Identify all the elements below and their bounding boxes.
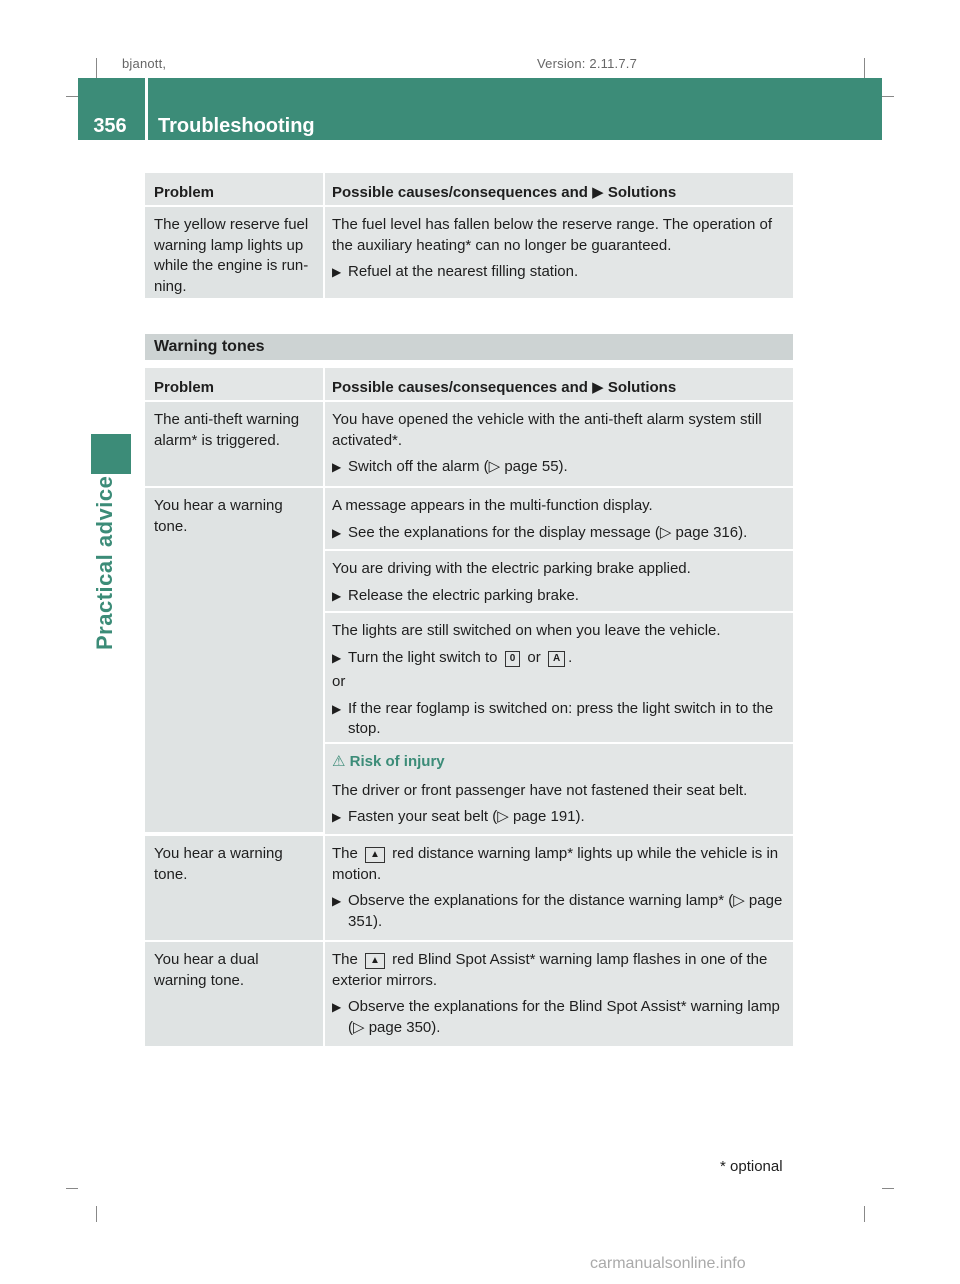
crop-mark (864, 1206, 865, 1222)
side-section-label: Practical advice (92, 475, 117, 650)
solution-cell (323, 551, 793, 611)
arrow-icon: ▶ (332, 810, 342, 824)
solutions-header (323, 173, 793, 205)
cause-text-start: The (332, 951, 358, 968)
action-item (332, 891, 786, 932)
action-text: Refuel at the nearest filling station. (348, 263, 579, 280)
crop-mark (66, 1188, 78, 1189)
footer-note: * optional (720, 1158, 783, 1175)
page-title: Troubleshooting (158, 115, 315, 137)
arrow-icon: ▶ (332, 460, 342, 474)
table-row (145, 488, 793, 834)
cause-text-end: red Blind Spot Assist* warning lamp flashes in one of the exterior mirrors. (332, 951, 768, 989)
or-inline: or (527, 648, 541, 666)
solution-cell (323, 744, 793, 834)
crop-mark (882, 1188, 894, 1189)
distance-warning-lamp-icon: ▲ (365, 847, 385, 863)
cause-text: The fuel level has fallen below the reserve range. The operation of the auxiliary heating* can no longer be guaranteed. (332, 216, 772, 254)
table-header-row (145, 173, 793, 205)
action-item (332, 457, 786, 478)
problem-cell: The yellow reserve fuel warning lamp lights up while the engine is run-ning. (145, 207, 323, 298)
action-text: Fasten your seat belt (▷ page 191). (348, 808, 585, 825)
action-item (332, 699, 786, 740)
action-item (332, 262, 786, 283)
warning-triangle-icon: ⚠ (332, 753, 346, 770)
cause-text-start: The (332, 845, 358, 862)
troubleshooting-table-fuel (145, 173, 793, 300)
action-item (332, 586, 786, 607)
header-separator (145, 78, 148, 140)
action-item (332, 523, 786, 544)
problem-header: Problem (145, 368, 323, 400)
action-text: Release the electric parking brake. (348, 586, 579, 604)
arrow-icon: ▶ (332, 894, 342, 908)
arrow-icon: ▶ (332, 265, 342, 279)
solutions-header-label: Possible causes/consequences and (332, 184, 588, 201)
warning-line (332, 752, 786, 773)
solution-cell (323, 942, 793, 1046)
action-text: Observe the explanations for the Blind Spot Assist* warning lamp (▷ page 350). (348, 998, 780, 1036)
action-text: Observe the explanations for the distance warning lamp* (▷ page 351). (348, 892, 783, 930)
action-text: See the explanations for the display message (▷ page 316). (348, 523, 748, 541)
cause-text (332, 950, 786, 991)
cause-text-end: red distance warning lamp* lights up while the vehicle is in motion. (332, 845, 779, 883)
action-text: Turn the light switch to (348, 648, 498, 666)
solution-cell (323, 402, 793, 486)
light-switch-off-key: 0 (505, 651, 521, 667)
arrow-icon: ▶ (332, 588, 342, 603)
action-item (332, 648, 786, 669)
crop-mark (96, 1206, 97, 1222)
version-meta: Version: 2.11.7.7 (537, 56, 638, 71)
blind-spot-warning-lamp-icon: ▲ (365, 953, 385, 969)
section-title: Warning tones (145, 334, 793, 360)
solutions-header-tail: Solutions (607, 379, 677, 396)
solution-cell (323, 836, 793, 940)
arrow-icon: ▶ (332, 525, 342, 540)
cause-text: You have opened the vehicle with the anti-theft alarm system still activated*. (332, 411, 762, 449)
solutions-header (323, 368, 793, 400)
watermark: carmanualsonline.info (590, 1255, 746, 1272)
problem-cell: You hear a dual warning tone. (145, 942, 323, 1046)
problem-cell: You hear a warning tone. (145, 488, 323, 832)
crop-mark (864, 58, 865, 78)
table-header-row (145, 368, 793, 400)
arrow-icon: ▶ (592, 184, 604, 201)
cause-text (332, 844, 786, 885)
solutions-header-label: Possible causes/consequences and (332, 379, 588, 396)
table-row (145, 942, 793, 1046)
solution-cell (323, 207, 793, 298)
page-number: 356 (93, 115, 127, 137)
crop-mark (66, 96, 78, 97)
table-row (145, 207, 793, 298)
solution-cell (323, 488, 793, 549)
table-row (145, 402, 793, 486)
arrow-icon: ▶ (332, 650, 342, 665)
action-item (332, 997, 786, 1038)
action-text: Switch off the alarm (▷ page 55). (348, 458, 568, 475)
action-item (332, 807, 786, 828)
action-text: If the rear foglamp is switched on: press the light switch in to the stop. (348, 699, 774, 737)
or-text: or (332, 673, 346, 690)
table-row (145, 836, 793, 940)
arrow-icon: ▶ (332, 701, 342, 716)
problem-cell: You hear a warning tone. (145, 836, 323, 940)
arrow-icon: ▶ (592, 379, 604, 396)
light-switch-auto-key: A (548, 651, 565, 667)
problem-header: Problem (145, 173, 323, 205)
cause-text: The driver or front passenger have not fastened their seat belt. (332, 781, 748, 799)
warning-label: Risk of injury (349, 753, 445, 770)
crop-mark (96, 58, 97, 78)
problem-cell: The anti-theft warning alarm* is triggered. (145, 402, 323, 486)
arrow-icon: ▶ (332, 1000, 342, 1014)
cause-text: You are driving with the electric parking brake applied. (332, 560, 691, 577)
crop-mark (882, 96, 894, 97)
author-meta: bjanott, (122, 56, 167, 71)
cause-text: The lights are still switched on when you leave the vehicle. (332, 622, 721, 639)
solution-cell (323, 613, 793, 742)
solutions-header-tail: Solutions (607, 184, 677, 201)
side-tab (91, 434, 131, 474)
warning-tones-table (145, 368, 793, 1048)
cause-text: A message appears in the multi-function display. (332, 497, 653, 514)
action-text-end: . (568, 648, 573, 666)
